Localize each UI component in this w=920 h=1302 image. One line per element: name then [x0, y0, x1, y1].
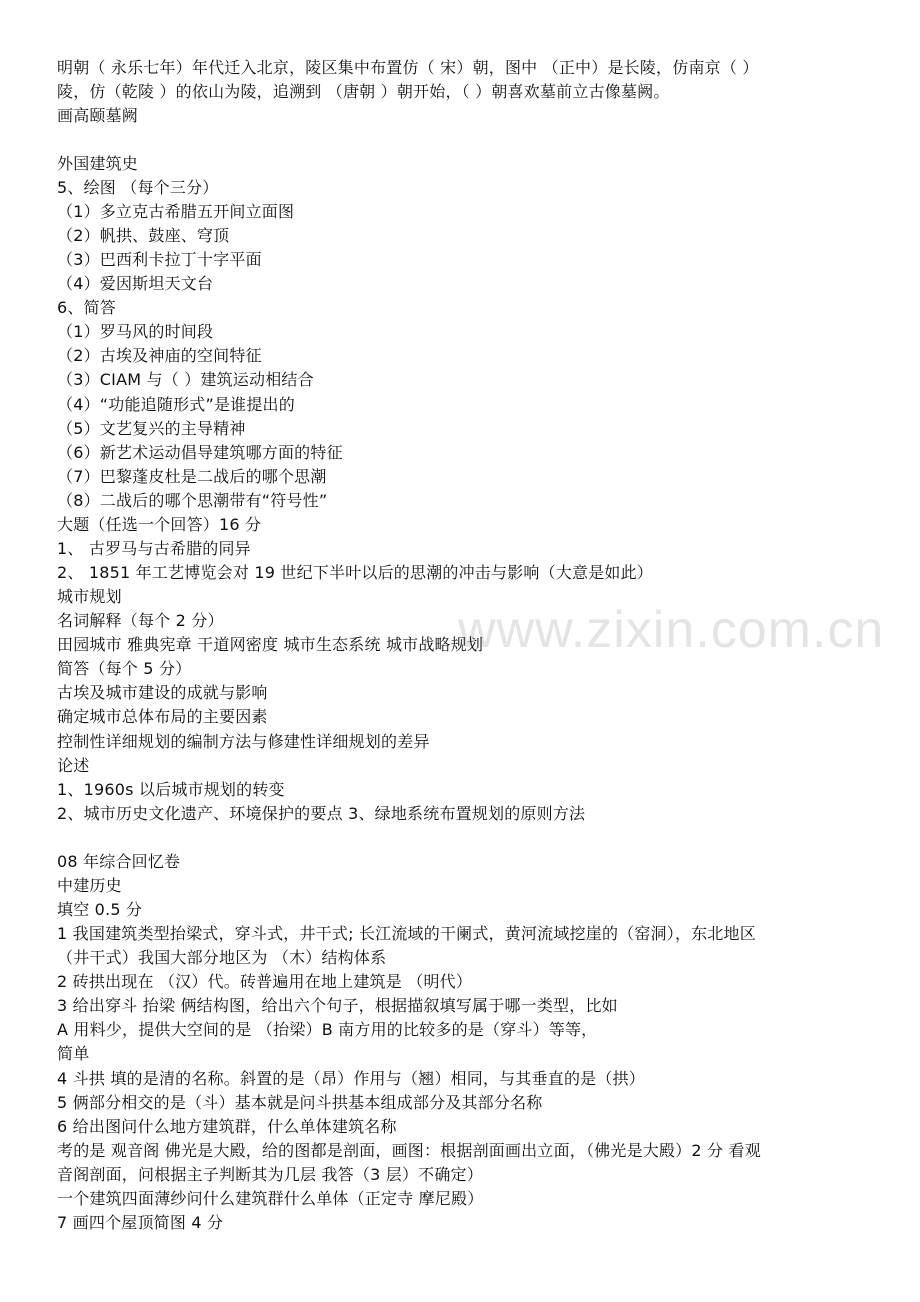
text-line: 考的是 观音阁 佛光是大殿，给的图都是剖面，画图：根据剖面画出立面，（佛光是大殿）2 分 看观 — [57, 1141, 761, 1160]
text-line: （3）CIAM 与（ ）建筑运动相结合 — [57, 370, 314, 389]
text-line: 确定城市总体布局的主要因素 — [57, 707, 268, 726]
text-line: 古埃及城市建设的成就与影响 — [57, 683, 268, 702]
text-line: 1 我国建筑类型抬梁式，穿斗式，井干式; 长江流域的干阑式，黄河流域挖崖的（窑洞），东北地区 — [57, 924, 756, 943]
text-line: 2、 1851 年工艺博览会对 19 世纪下半叶以后的思潮的冲击与影响（大意是如此） — [57, 563, 654, 582]
text-line: A 用料少，提供大空间的是 （抬梁）B 南方用的比较多的是（穿斗）等等， — [57, 1020, 598, 1039]
text-line: （2）古埃及神庙的空间特征 — [57, 346, 262, 365]
text-line: 2 砖拱出现在 （汉）代。砖普遍用在地上建筑是 （明代） — [57, 972, 473, 991]
text-line: 3 给出穿斗 抬梁 俩结构图，给出六个句子，根据描叙填写属于哪一类型，比如 — [57, 996, 618, 1015]
text-line: （8）二战后的哪个思潮带有“符号性” — [57, 491, 328, 510]
text-line: 一个建筑四面薄纱问什么建筑群什么单体（正定寺 摩尼殿） — [57, 1189, 484, 1208]
text-line: 明朝（ 永乐七年）年代迁入北京，陵区集中布置仿（ 宋）朝，图中 （正中）是长陵，仿南京（ ） — [57, 58, 759, 77]
text-line: 4 斗拱 填的是清的名称。斜置的是（昂）作用与（翘）相同，与其垂直的是（拱） — [57, 1069, 645, 1088]
text-line: （4）爱因斯坦天文台 — [57, 274, 214, 293]
text-line: （井干式）我国大部分地区为 （木）结构体系 — [57, 948, 387, 967]
text-line: （3）巴西利卡拉丁十字平面 — [57, 250, 262, 269]
section-heading: 中建历史 — [57, 876, 122, 895]
text-line: 填空 0.5 分 — [57, 900, 143, 919]
text-line: 2、城市历史文化遗产、环境保护的要点 3、绿地系统布置规划的原则方法 — [57, 804, 586, 823]
text-line: 5、绘图 （每个三分） — [57, 178, 219, 197]
text-line: （6）新艺术运动倡导建筑哪方面的特征 — [57, 443, 343, 462]
text-line: （7）巴黎蓬皮杜是二战后的哪个思潮 — [57, 467, 327, 486]
text-line: 论述 — [57, 756, 90, 775]
text-line: 控制性详细规划的编制方法与修建性详细规划的差异 — [57, 732, 430, 751]
text-line: （1）罗马风的时间段 — [57, 322, 214, 341]
text-line: 陵，仿（乾陵 ）的依山为陵，追溯到 （唐朝 ）朝开始，（ ）朝喜欢墓前立古像墓阙。 — [57, 82, 670, 101]
text-line: 7 画四个屋顶简图 4 分 — [57, 1213, 224, 1232]
section-heading: 08 年综合回忆卷 — [57, 852, 181, 871]
text-line: 简单 — [57, 1044, 90, 1063]
text-line: 6 给出图问什么地方建筑群，什么单体建筑名称 — [57, 1117, 397, 1136]
text-line: （1）多立克古希腊五开间立面图 — [57, 202, 295, 221]
text-line: 大题（任选一个回答）16 分 — [57, 515, 262, 534]
text-line: 田园城市 雅典宪章 干道网密度 城市生态系统 城市战略规划 — [57, 635, 484, 654]
text-line: 画高颐墓阙 — [57, 106, 139, 125]
watermark: www.zixin.com.cn — [458, 601, 885, 659]
text-line: 简答（每个 5 分） — [57, 659, 192, 678]
text-line: 1、 古罗马与古希腊的同异 — [57, 539, 251, 558]
text-line: 5 俩部分相交的是（斗）基本就是问斗拱基本组成部分及其部分名称 — [57, 1093, 543, 1112]
text-line: （2）帆拱、鼓座、穹顶 — [57, 226, 230, 245]
text-line: 音阁剖面，问根据主子判断其为几层 我答（3 层）不确定） — [57, 1165, 483, 1184]
section-heading: 外国建筑史 — [57, 154, 139, 173]
section-heading: 城市规划 — [57, 587, 122, 606]
text-line: 1、1960s 以后城市规划的转变 — [57, 780, 285, 799]
text-line: （5）文艺复兴的主导精神 — [57, 419, 246, 438]
text-line: 6、简答 — [57, 298, 116, 317]
text-line: （4）“功能追随形式”是谁提出的 — [57, 395, 295, 414]
text-line: 名词解释（每个 2 分） — [57, 611, 224, 630]
